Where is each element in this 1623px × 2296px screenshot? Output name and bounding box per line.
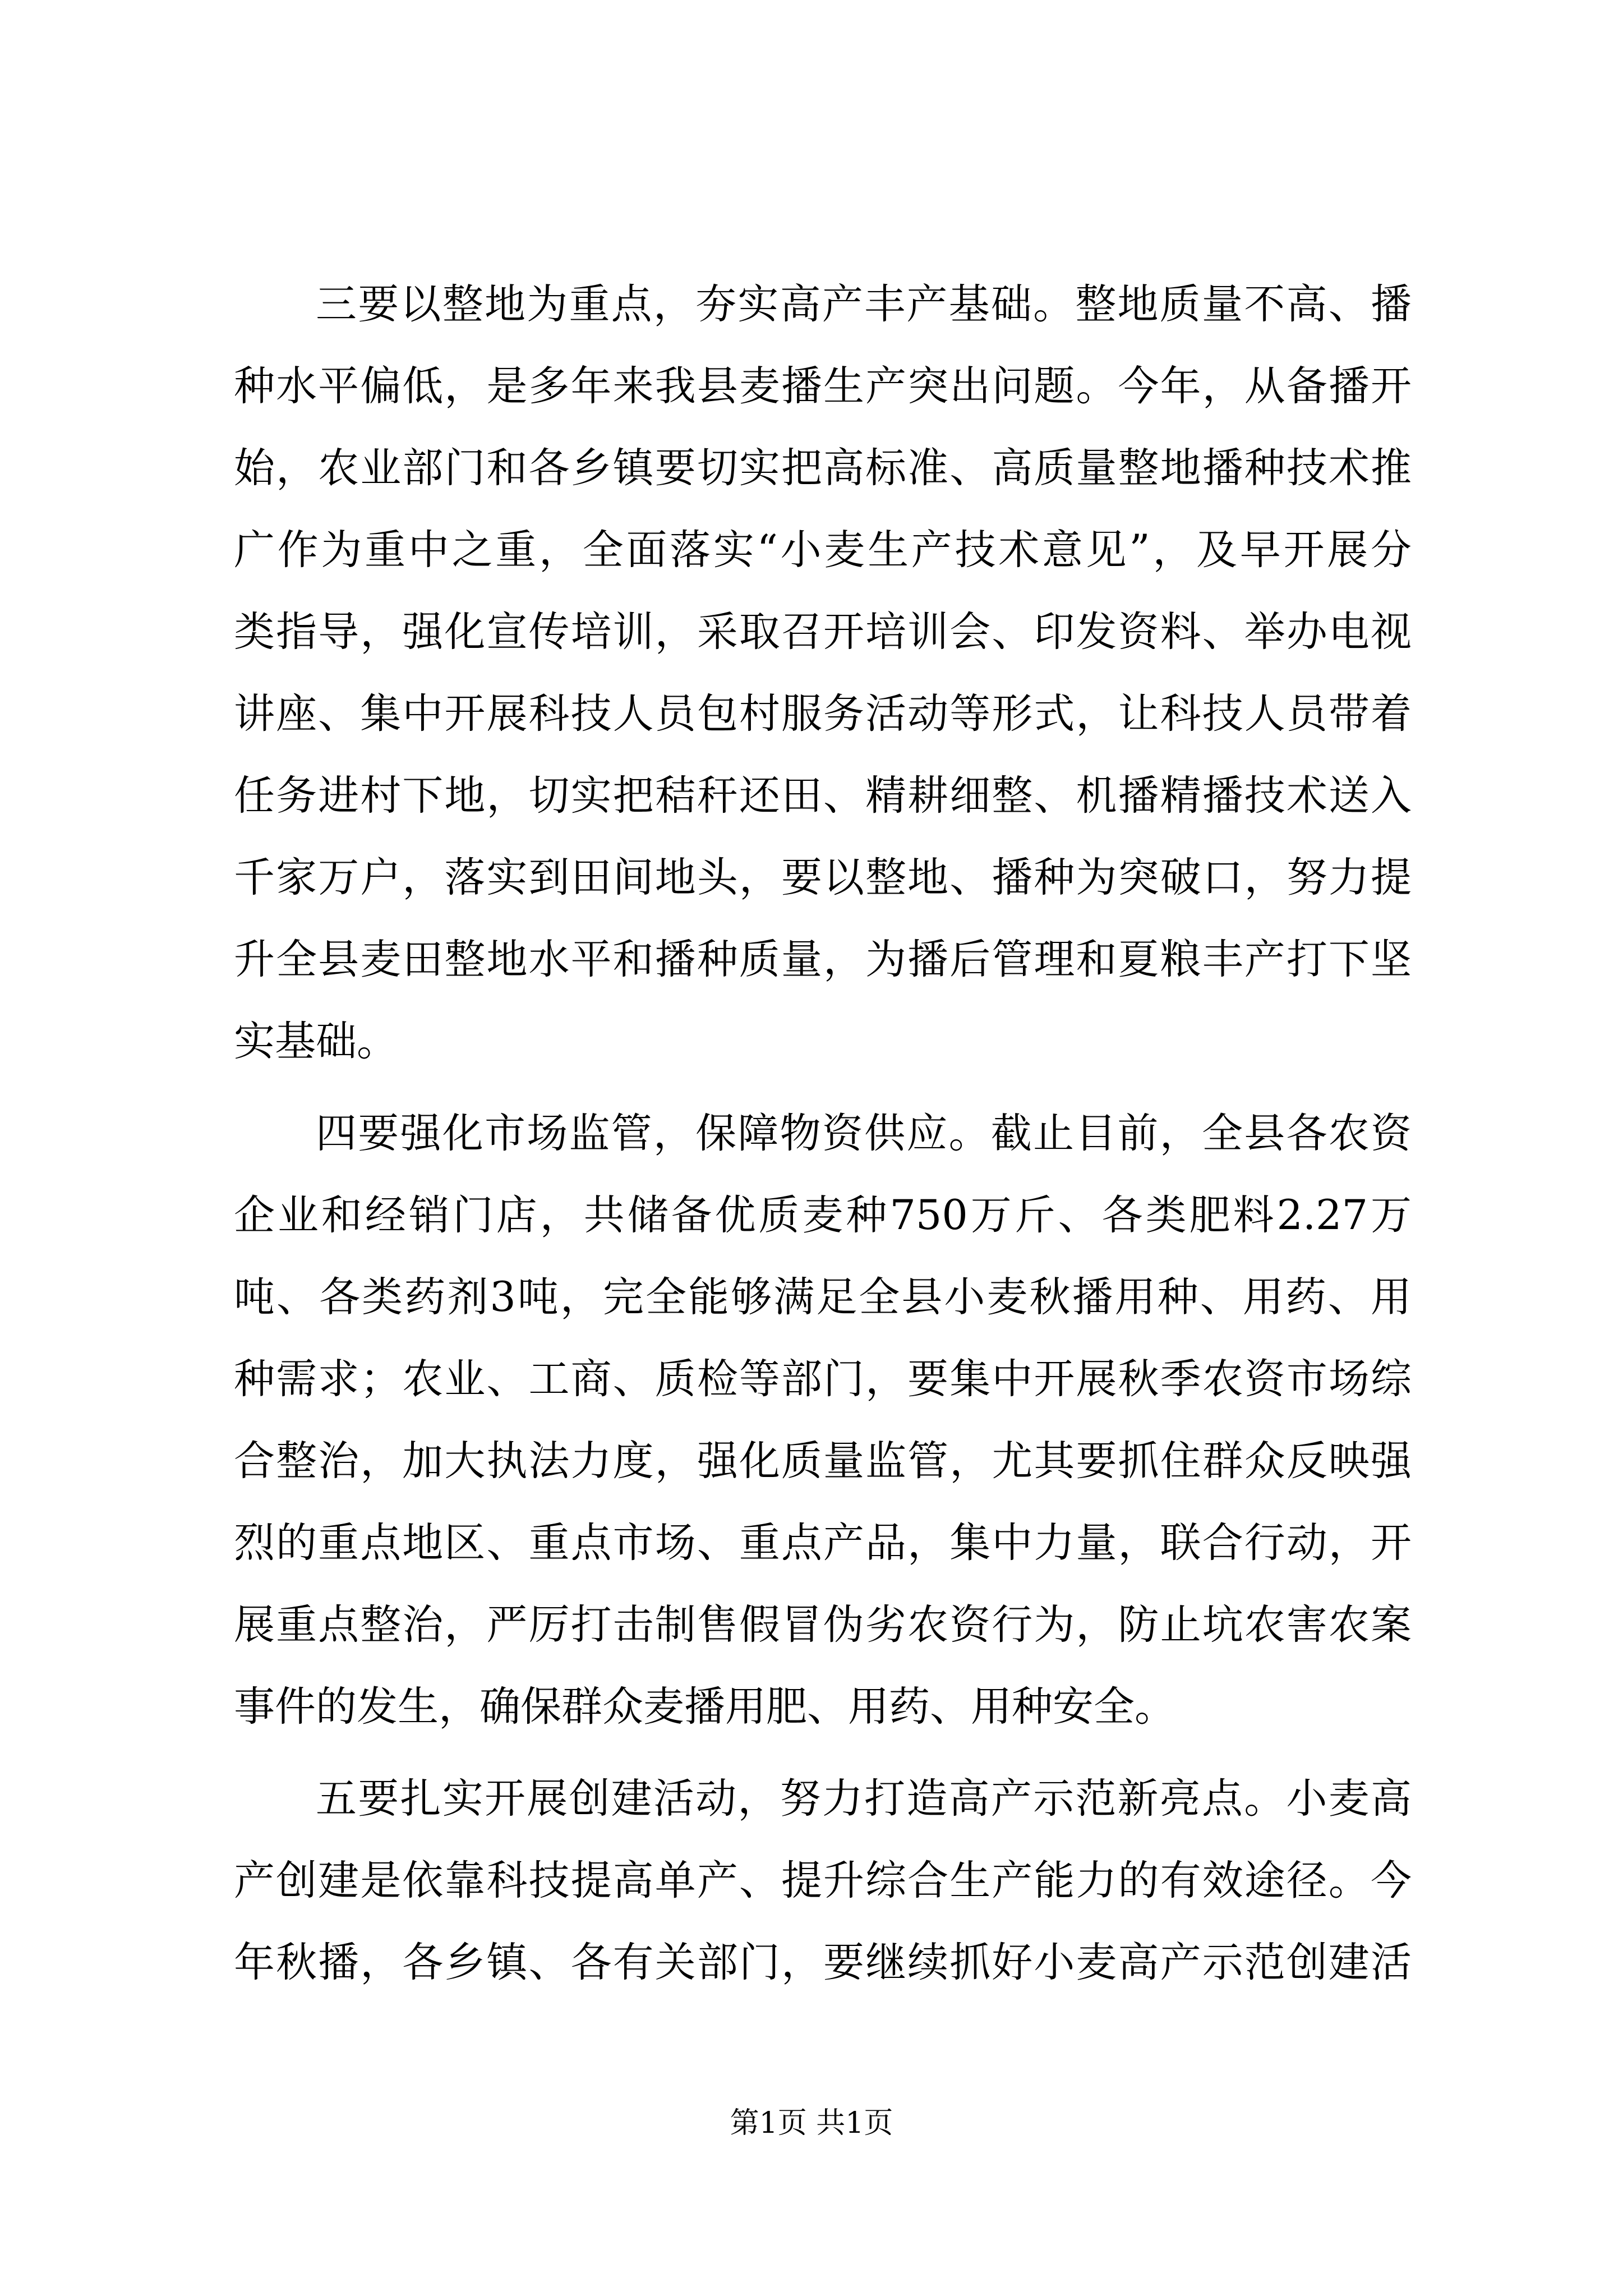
text-line: 四要强化市场监管，保障物资供应。截止目前，全县各农资 xyxy=(316,1110,1412,1157)
text-line: 吨、各类药剂3吨，完全能够满足全县小麦秋播用种、用药、用 xyxy=(234,1273,1412,1321)
text-line: 任务进村下地，切实把秸秆还田、精耕细整、机播精播技术送入 xyxy=(234,772,1412,820)
text-line: 实基础。 xyxy=(234,1018,398,1065)
text-line: 广作为重中之重，全面落实“小麦生产技术意见”，及早开展分 xyxy=(234,526,1412,574)
text-line: 烈的重点地区、重点市场、重点产品，集中力量，联合行动，开 xyxy=(234,1519,1412,1567)
paragraph-market-supervision xyxy=(234,1093,1412,1748)
text-line: 五要扎实开展创建活动，努力打造高产示范新亮点。小麦高 xyxy=(316,1775,1412,1823)
text-line: 升全县麦田整地水平和播种质量，为播后管理和夏粮丰产打下坚 xyxy=(234,936,1412,983)
text-line: 产创建是依靠科技提高单产、提升综合生产能力的有效途径。今 xyxy=(234,1857,1412,1904)
text-line: 千家万户，落实到田间地头，要以整地、播种为突破口，努力提 xyxy=(234,854,1412,901)
paragraph-demonstration-activities xyxy=(234,1758,1412,2004)
document-body xyxy=(234,264,1412,2014)
text-line: 合整治，加大执法力度，强化质量监管，尤其要抓住群众反映强 xyxy=(234,1437,1412,1485)
text-line: 事件的发生，确保群众麦播用肥、用药、用种安全。 xyxy=(234,1683,1175,1731)
text-line: 始，农业部门和各乡镇要切实把高标准、高质量整地播种技术推 xyxy=(234,444,1412,492)
text-line: 种需求；农业、工商、质检等部门，要集中开展秋季农资市场综 xyxy=(234,1355,1412,1403)
text-line: 讲座、集中开展科技人员包村服务活动等形式，让科技人员带着 xyxy=(234,690,1412,738)
text-line: 类指导，强化宣传培训，采取召开培训会、印发资料、举办电视 xyxy=(234,608,1412,656)
text-line: 展重点整治，严厉打击制售假冒伪劣农资行为，防止坑农害农案 xyxy=(234,1601,1412,1649)
page-number-footer: 第1页 共1页 xyxy=(730,2106,893,2140)
text-line: 三要以整地为重点，夯实高产丰产基础。整地质量不高、播 xyxy=(316,280,1412,328)
text-line: 种水平偏低，是多年来我县麦播生产突出问题。今年，从备播开 xyxy=(234,362,1412,410)
text-line: 年秋播，各乡镇、各有关部门，要继续抓好小麦高产示范创建活 xyxy=(234,1939,1412,1986)
text-line: 企业和经销门店，共储备优质麦种750万斤、各类肥料2.27万 xyxy=(234,1191,1412,1239)
paragraph-land-preparation xyxy=(234,264,1412,1083)
